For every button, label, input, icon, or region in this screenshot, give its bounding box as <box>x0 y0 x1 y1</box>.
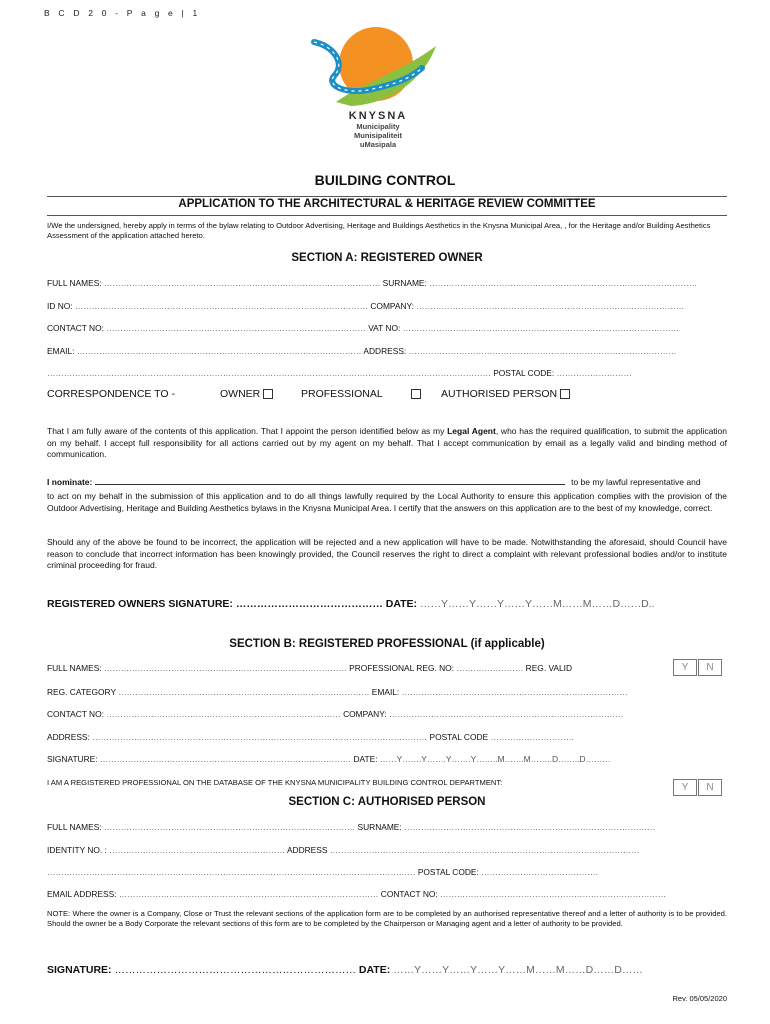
company-label: COMPANY: <box>370 301 414 311</box>
registered-no-box[interactable]: N <box>698 779 722 796</box>
nominate-tail: to be my lawful representative and <box>571 477 701 487</box>
logo-line-3: uMasipala <box>359 140 397 149</box>
prof-full-names-row <box>47 663 667 673</box>
auth-postal-code-label: POSTAL CODE: <box>417 867 479 877</box>
prof-company-field[interactable]: ………………………………………………………………………… <box>389 709 624 719</box>
auth-date-field[interactable]: ……Y……Y……Y……Y……M……M……D……D…… <box>393 964 643 976</box>
correspondence-row <box>47 388 175 400</box>
owner-id-row <box>47 301 727 311</box>
prof-postal-code-label: POSTAL CODE <box>429 732 489 742</box>
auth-contact-label: CONTACT NO: <box>380 889 438 899</box>
legal-agent-term: Legal Agent <box>447 426 496 436</box>
owner-signature-field[interactable]: …………………………………… <box>235 598 383 610</box>
intro-text: I/We the undersigned, hereby apply in terms of the bylaw relating to Outdoor Advertising, Heritage and Buildings Aesthetics in the Knysna Municipal Area, , for the Heritage and/or Building Aesthetics Assessment of the application attached hereto. <box>47 221 711 240</box>
auth-surname-field[interactable]: ……………………………………………………………………………… <box>404 822 656 832</box>
prof-address-label: ADDRESS: <box>47 732 90 742</box>
owner-full-names-row <box>47 278 727 288</box>
prof-date-label: DATE: <box>353 754 378 764</box>
owner-signature-row <box>47 598 727 610</box>
logo-line-1: Municipality <box>356 122 400 131</box>
full-names-label: FULL NAMES: <box>47 278 102 288</box>
prof-signature-field[interactable]: ……………………………………………………………………………… <box>99 754 352 764</box>
revision-label: Rev. 05/05/2020 <box>672 994 727 1003</box>
reg-valid-label: REG. VALID <box>525 663 573 673</box>
representation-paragraph: to act on my behalf in the submission of this application and to do all things lawfully required by the Local Authority to ensure this application complies with the provision of the Outdoor Advertising, Heritage and Building Aesthetics bylaws in the Knysna Municipal Area. I certify that the answers on this application are to the best of my knowledge, correct. <box>47 491 727 513</box>
reg-category-field[interactable]: ……………………………………………………………………………… <box>118 687 370 697</box>
reg-category-row <box>47 687 727 697</box>
id-no-label: ID NO: <box>47 301 73 311</box>
owner-date-field[interactable]: ……Y……Y……Y……Y……M……M……D……D.. <box>419 598 655 610</box>
knysna-logo <box>306 24 438 110</box>
owner-contact-row <box>47 323 727 333</box>
auth-signature-field[interactable]: …………………………………………………………… <box>114 964 356 976</box>
company-field[interactable]: …………………………………………………………………………………… <box>416 301 685 311</box>
prof-postal-code-field[interactable]: ………………………… <box>490 732 575 742</box>
id-no-field[interactable]: …………………………………………………………………………………………… <box>74 301 369 311</box>
section-b-heading: SECTION B: REGISTERED PROFESSIONAL (if applicable) <box>229 638 545 650</box>
postal-code-label: POSTAL CODE: <box>493 368 555 378</box>
para1-part-b: , who has the required qualification, to submit the application on my behalf. I accept full responsibility for all actions carried out by my agent on my behalf. That I accept communication by email as a legally valid and binding method of communication. <box>47 426 728 459</box>
prof-full-names-field[interactable]: …………………………………………………………………………… <box>103 663 347 673</box>
page-number-label: B C D 2 0 - P a g e | 1 <box>44 8 201 18</box>
owner-email-row <box>47 346 727 356</box>
authorised-checkbox[interactable] <box>560 389 570 399</box>
auth-postal-code-field[interactable]: …………………………………… <box>481 867 599 877</box>
para1-part-a: That I am fully aware of the contents of this application. That I appoint the person identified below as my <box>47 426 448 436</box>
prof-signature-row <box>47 754 727 764</box>
auth-full-names-label: FULL NAMES: <box>47 822 102 832</box>
auth-signature-row <box>47 964 727 976</box>
auth-address-row-2 <box>47 867 727 877</box>
postal-code-field[interactable]: ……………………… <box>556 368 632 378</box>
reg-valid-no-box[interactable]: N <box>698 659 722 676</box>
section-c-heading: SECTION C: AUTHORISED PERSON <box>288 796 486 808</box>
auth-identity-field[interactable]: ……………………………………………………… <box>109 845 286 855</box>
logo-name: KNYSNA <box>348 110 408 122</box>
prof-date-field[interactable]: ……Y…….Y…….Y…….Y……..M…….M……..D……..D……… <box>379 754 611 764</box>
prof-contact-label: CONTACT NO: <box>47 709 104 719</box>
professional-option-label: PROFESSIONAL <box>301 388 383 400</box>
prof-company-label: COMPANY: <box>343 709 387 719</box>
prof-reg-no-field[interactable]: …………………… <box>456 663 524 673</box>
owner-checkbox[interactable] <box>263 389 273 399</box>
auth-full-names-row <box>47 822 727 832</box>
auth-address-line-2-field[interactable]: …………………………………………………………………………………………………………………… <box>47 867 416 877</box>
address-line-2-field[interactable]: …………………………………………………………………………………………………………………………………………… <box>47 368 491 378</box>
prof-contact-field[interactable]: ………………………………………………………………………… <box>106 709 341 719</box>
surname-field[interactable]: …………………………………………………………………………………… <box>429 278 698 288</box>
prof-address-row <box>47 732 727 742</box>
registered-yes-box[interactable]: Y <box>673 779 697 796</box>
page-title: BUILDING CONTROL <box>314 172 456 188</box>
prof-full-names-label: FULL NAMES: <box>47 663 102 673</box>
auth-address-field[interactable]: ………………………………………………………………………………………………… <box>329 845 640 855</box>
auth-full-names-field[interactable]: ……………………………………………………………………………… <box>103 822 356 832</box>
owner-address-row-2 <box>47 368 727 378</box>
authority-note: NOTE: Where the owner is a Company, Close or Trust the relevant sections of the application form are to be completed by an authorised representative thereof and a letter of authority is to be provided. Should the owner be a Body Corporate the relevant sections of this form are to be completed by the Chairperson or Managing agent and a letter of authority to be provided. <box>47 909 727 928</box>
address-field[interactable]: …………………………………………………………………………………… <box>408 346 677 356</box>
correspondence-owner-option[interactable] <box>220 388 273 400</box>
auth-signature-label: SIGNATURE: <box>47 964 112 976</box>
prof-email-field[interactable]: ……………………………………………………………………… <box>401 687 628 697</box>
owner-date-label: DATE: <box>385 598 418 610</box>
form-subtitle: APPLICATION TO THE ARCHITECTURAL & HERITAGE REVIEW COMMITTEE <box>178 198 596 210</box>
auth-address-label: ADDRESS <box>286 845 328 855</box>
contact-no-label: CONTACT NO: <box>47 323 104 333</box>
correspondence-professional-option[interactable] <box>301 388 421 400</box>
prof-signature-label: SIGNATURE: <box>47 754 98 764</box>
divider <box>47 215 727 216</box>
auth-surname-label: SURNAME: <box>357 822 402 832</box>
prof-email-label: EMAIL: <box>371 687 400 697</box>
legal-agent-paragraph <box>47 426 727 461</box>
auth-contact-field[interactable]: ……………………………………………………………………… <box>440 889 667 899</box>
email-label: EMAIL: <box>47 346 75 356</box>
reg-valid-yes-box[interactable]: Y <box>673 659 697 676</box>
prof-contact-row <box>47 709 727 719</box>
email-field[interactable]: ………………………………………………………………………………………… <box>76 346 362 356</box>
auth-email-row <box>47 889 727 899</box>
nominate-label: I nominate: <box>47 477 93 487</box>
auth-email-label: EMAIL ADDRESS: <box>47 889 117 899</box>
nominate-field[interactable] <box>95 476 565 485</box>
prof-reg-no-label: PROFESSIONAL REG. NO: <box>349 663 455 673</box>
full-names-field[interactable]: ……………………………………………………………………………………… <box>103 278 381 288</box>
prof-address-field[interactable]: ………………………………………………………………………………………………………… <box>92 732 428 742</box>
section-a-heading: SECTION A: REGISTERED OWNER <box>291 252 483 264</box>
contact-no-field[interactable]: ………………………………………………………………………………… <box>106 323 366 333</box>
logo-line-2: Munisipaliteit <box>354 131 402 140</box>
professional-checkbox[interactable] <box>411 389 421 399</box>
auth-identity-row <box>47 845 727 855</box>
correspondence-label: CORRESPONDENCE TO - <box>47 388 175 400</box>
auth-date-label: DATE: <box>358 964 391 976</box>
auth-identity-label: IDENTITY NO. : <box>47 845 107 855</box>
auth-email-field[interactable]: ………………………………………………………………………………… <box>118 889 379 899</box>
reg-category-label: REG. CATEGORY <box>47 687 116 697</box>
correspondence-authorised-option[interactable] <box>441 388 570 400</box>
logo-text <box>318 110 438 149</box>
registered-statement: I AM A REGISTERED PROFESSIONAL ON THE DATABASE OF THE KNYSNA MUNICIPALITY BUILDING CONTROL DEPARTMENT: <box>47 778 503 787</box>
vat-no-field[interactable]: ……………………………………………………………………………………… <box>402 323 680 333</box>
vat-no-label: VAT NO: <box>368 323 401 333</box>
nominate-row <box>47 476 727 487</box>
divider <box>47 196 727 197</box>
surname-label: SURNAME: <box>382 278 427 288</box>
owner-signature-label: REGISTERED OWNERS SIGNATURE: <box>47 598 233 610</box>
authorised-option-label: AUTHORISED PERSON <box>441 388 558 400</box>
incorrect-info-paragraph: Should any of the above be found to be incorrect, the application will be rejected and a new application will have to be made. Notwithstanding the aforesaid, should Council have reason to conclude that incorrect information has been knowingly provided, the Council reserves the right to direct a complaint with relevant professional bodies and/or to institute criminal proceeding for fraud. <box>47 537 727 570</box>
owner-option-label: OWNER <box>220 388 261 400</box>
address-label: ADDRESS: <box>363 346 407 356</box>
